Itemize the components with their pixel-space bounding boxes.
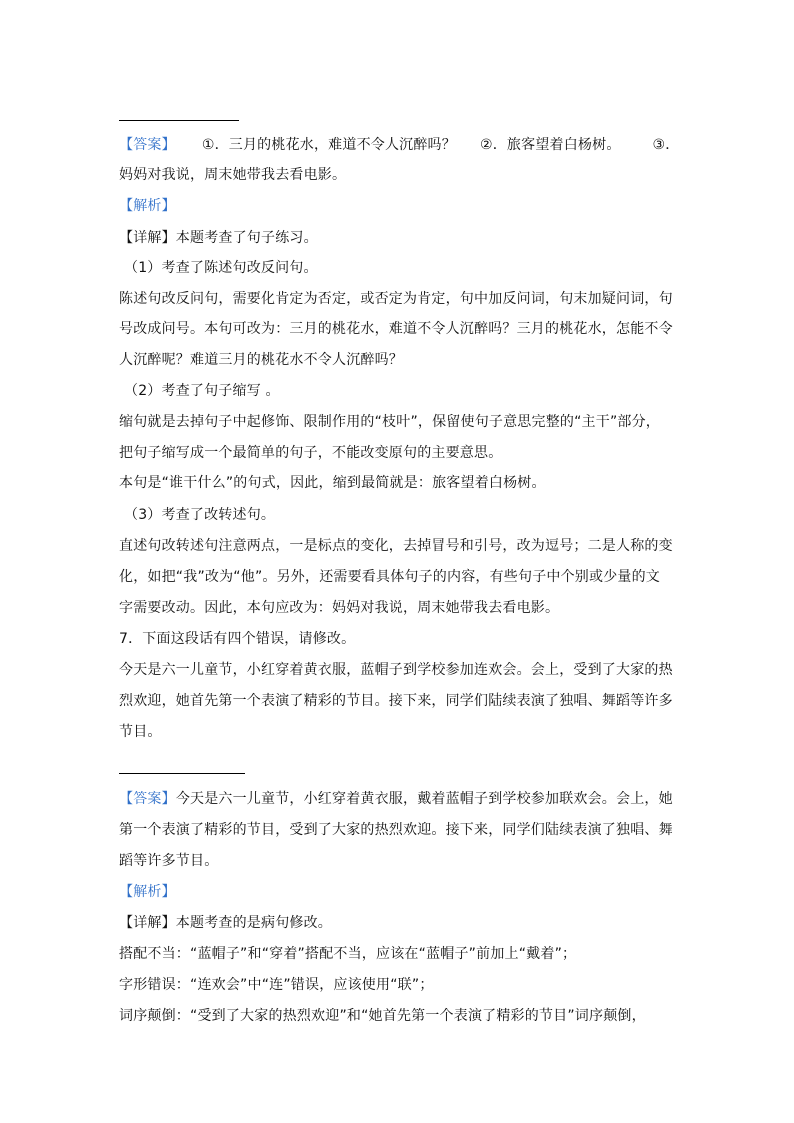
error-explanation-line: 字形错误：“连欢会”中“连”错误，应该使用“联”； [119,977,434,993]
answer-line [119,789,673,809]
section-3-title: （3）考查了改转述句。 [124,507,276,523]
question-text-line: 烈欢迎，她首先第一个表演了精彩的节目。接下来，同学们陆续表演了独唱、舞蹈等许多 [119,693,673,709]
error-explanation-line: 搭配不当：“蓝帽子”和“穿着”搭配不当，应该在“蓝帽子”前加上“戴着”； [119,946,577,962]
analysis-tag: 【解析】 [119,884,176,900]
answer-item-1: ①．三月的桃花水，难道不令人沉醉吗？ [201,137,456,153]
detail-heading: 【详解】本题考查了句子练习。 [119,230,318,246]
analysis-tag: 【解析】 [119,198,176,214]
answer-tag: 【答案】 [119,791,176,807]
answer-line [119,135,679,155]
question-text-line: 节目。 [119,724,162,740]
separator-rule [119,773,245,774]
answer-item-2: ②．旅客望着白杨树。 [479,137,621,153]
answer-text-line: 蹈等许多节目。 [119,853,219,869]
error-explanation-line: 词序颠倒：“受到了大家的热烈欢迎”和“她首先第一个表演了精彩的节目”词序颠倒， [119,1008,646,1024]
detail-heading: 【详解】本题考查的是病句修改。 [119,915,332,931]
paragraph-line: 人沉醉呢？难道三月的桃花水不令人沉醉吗？ [119,352,403,368]
paragraph-line: 缩句就是去掉句子中起修饰、限制作用的“枝叶”，保留使句子意思完整的“主干”部分， [119,414,661,430]
section-2-title: （2）考查了句子缩写 。 [124,383,280,399]
paragraph-line: 把句子缩写成一个最简单的句子，不能改变原句的主要意思。 [119,445,503,461]
answer-item-3-number: ③． [652,137,680,153]
question-text-line: 今天是六一儿童节，小红穿着黄衣服，蓝帽子到学校参加连欢会。会上，受到了大家的热 [119,662,673,678]
question-7-stem: 7．下面这段话有四个错误，请修改。 [119,631,356,647]
section-1-title: （1）考查了陈述句改反问句。 [124,260,318,276]
paragraph-line: 陈述句改反问句，需要化肯定为否定，或否定为肯定，句中加反问词，句末加疑问词，句 [119,291,673,307]
answer-item-3-text: 妈妈对我说，周末她带我去看电影。 [119,167,347,183]
answer-text-line: 第一个表演了精彩的节目，受到了大家的热烈欢迎。接下来，同学们陆续表演了独唱、舞 [119,822,673,838]
answer-tag: 【答案】 [119,137,176,153]
separator-rule [119,120,239,121]
answer-text: 今天是六一儿童节，小红穿着黄衣服，戴着蓝帽子到学校参加联欢会。会上，她 [175,791,673,807]
paragraph-line: 字需要改动。因此，本句应改为：妈妈对我说，周末她带我去看电影。 [119,600,560,616]
paragraph-line: 号改成问号。本句可改为：三月的桃花水，难道不令人沉醉吗？三月的桃花水，怎能不令 [119,321,673,337]
paragraph-line: 本句是“谁干什么”的句式，因此，缩到最简就是：旅客望着白杨树。 [119,475,546,491]
paragraph-line: 直述句改转述句注意两点，一是标点的变化，去掉冒号和引号，改为逗号；二是人称的变 [119,538,673,554]
paragraph-line: 化，如把“我”改为“他”。另外，还需要看具体句子的内容，有些句子中个别或少量的文 [119,569,661,585]
